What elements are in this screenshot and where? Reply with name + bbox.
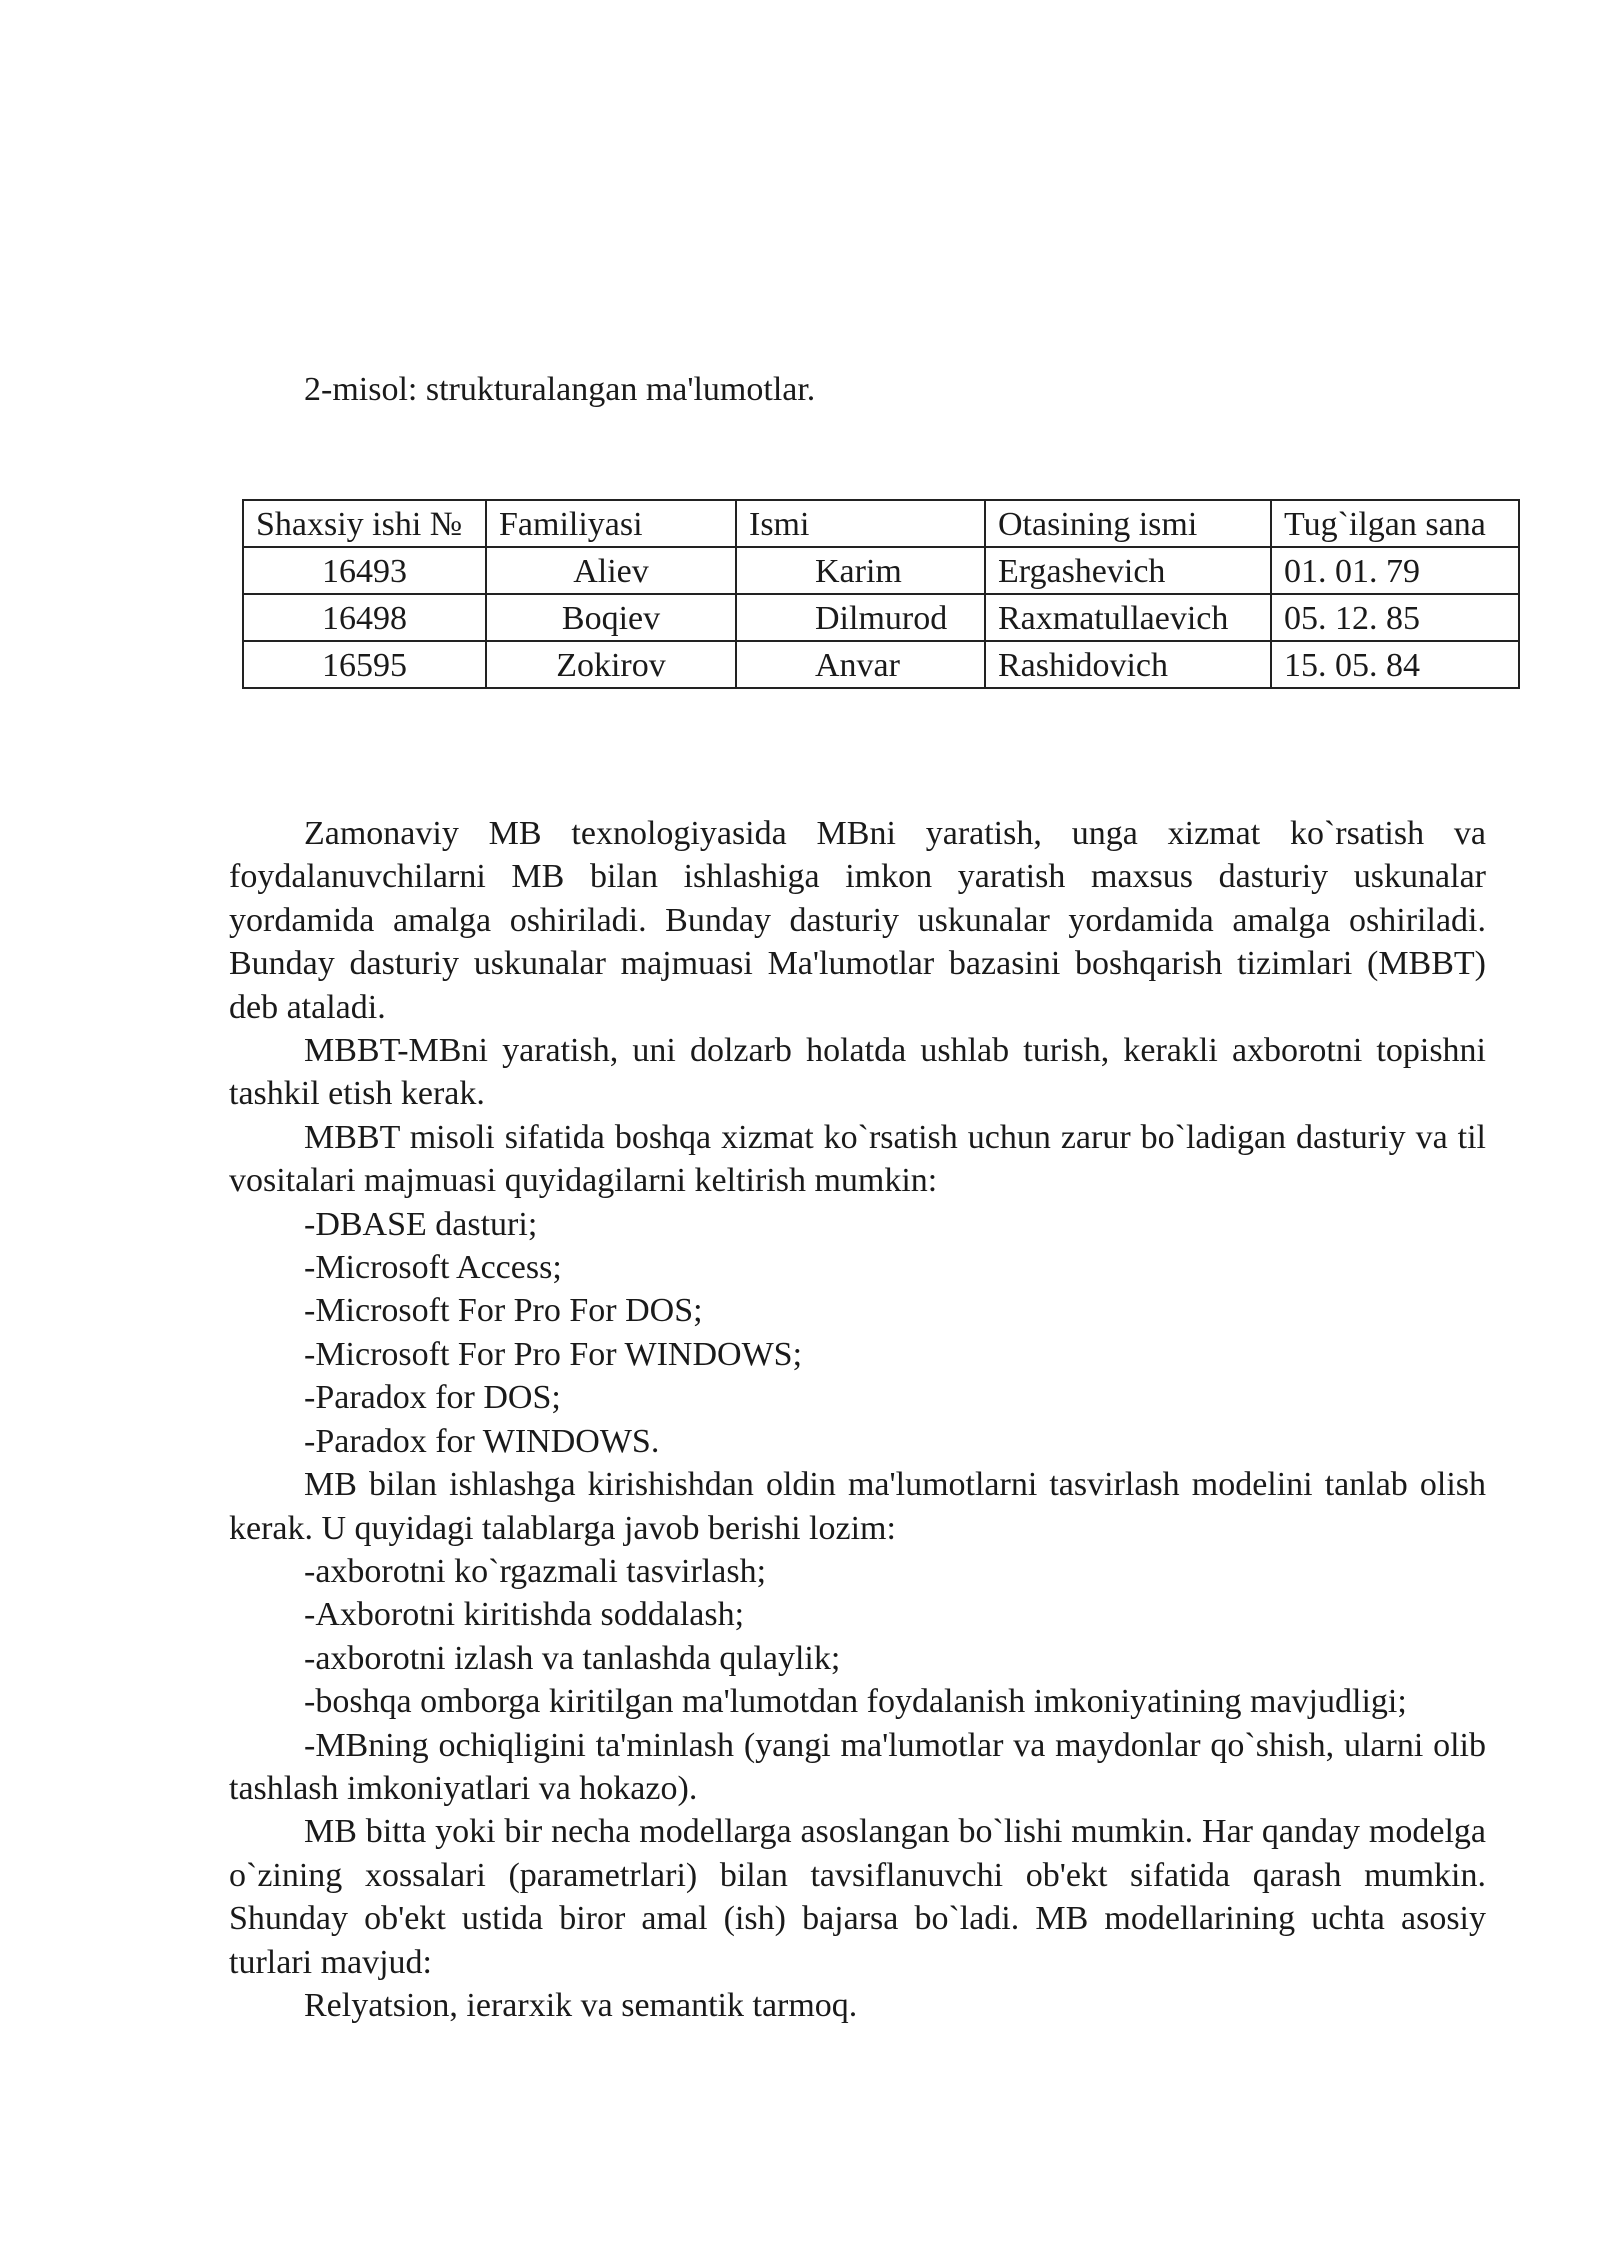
paragraph-model-types: Relyatsion, ierarxik va semantik tarmoq. — [304, 1986, 858, 2024]
cell-patronymic: Rashidovich — [985, 641, 1271, 688]
header-id: Shaxsiy ishi № — [243, 500, 486, 547]
cell-patronymic: Ergashevich — [985, 547, 1271, 594]
cell-name: Dilmurod — [736, 594, 985, 641]
list-item: -Microsoft For Pro For DOS; — [304, 1292, 703, 1330]
cell-birthdate: 05. 12. 85 — [1271, 594, 1519, 641]
personnel-table — [242, 499, 1520, 689]
table-row — [243, 547, 1519, 594]
table-row — [243, 641, 1519, 688]
list-item: -Paradox for WINDOWS. — [304, 1422, 660, 1460]
cell-birthdate: 15. 05. 84 — [1271, 641, 1519, 688]
list-item: -MBning ochiqligini ta'minlash (yangi ma'lumotlar va maydonlar qo`shish, ularni olib tashlash imkoniyatlari va hokazo). — [229, 1726, 1486, 1807]
cell-id: 16595 — [243, 641, 486, 688]
header-patronymic: Otasining ismi — [985, 500, 1271, 547]
table-header-row — [243, 500, 1519, 547]
paragraph-model-choice: MB bilan ishlashga kirishishdan oldin ma'lumotlarni tasvirlash modelini tanlab olish kerak. U quyidagi talablarga javob berishi lozim: — [229, 1466, 1486, 1547]
list-item: -Microsoft For Pro For WINDOWS; — [304, 1335, 803, 1373]
paragraph-models: MB bitta yoki bir necha modellarga asoslangan bo`lishi mumkin. Har qanday modelga o`zining xossalari (parametrlari) bilan tavsiflanuvchi ob'ekt sifatida qarash mumkin. Shunday ob'ekt ustida biror amal (ish) bajarsa bo`ladi. MB modellarining uchta asosiy turlari mavjud: — [229, 1813, 1486, 1981]
header-surname: Familiyasi — [486, 500, 736, 547]
example-heading: 2-misol: strukturalangan ma'lumotlar. — [304, 371, 816, 408]
body-text — [229, 812, 1486, 2027]
list-item: -Microsoft Access; — [304, 1249, 562, 1287]
cell-patronymic: Raxmatullaevich — [985, 594, 1271, 641]
paragraph-intro: Zamonaviy MB texnologiyasida MBni yaratish, unga xizmat ko`rsatish va foydalanuvchilarni MB bilan ishlashiga imkon yaratish maxsus dasturiy uskunalar yordamida amalga oshiriladi. Bunday dasturiy uskunalar yordamida amalga oshiriladi. Bunday dasturiy uskunalar majmuasi Ma'lumotlar bazasini boshqarish tizimlari (MBBT) deb ataladi. — [229, 815, 1486, 1026]
cell-surname: Boqiev — [486, 594, 736, 641]
list-item: -Paradox for DOS; — [304, 1379, 561, 1417]
list-item: -Axborotni kiritishda soddalash; — [304, 1596, 745, 1634]
paragraph-mbbt-examples: MBBT misoli sifatida boshqa xizmat ko`rsatish uchun zarur bo`ladigan dasturiy va til vositalari majmuasi quyidagilarni keltirish mumkin: — [229, 1118, 1486, 1200]
cell-id: 16498 — [243, 594, 486, 641]
cell-surname: Zokirov — [486, 641, 736, 688]
paragraph-mbbt-definition: MBBT-MBni yaratish, uni dolzarb holatda ushlab turish, kerakli axborotni topishni tashkil etish kerak. — [229, 1032, 1486, 1113]
list-item: -DBASE dasturi; — [304, 1205, 538, 1243]
cell-name: Anvar — [736, 641, 985, 688]
table-row — [243, 594, 1519, 641]
cell-surname: Aliev — [486, 547, 736, 594]
list-item: -axborotni ko`rgazmali tasvirlash; — [304, 1552, 767, 1590]
header-name: Ismi — [736, 500, 985, 547]
cell-id: 16493 — [243, 547, 486, 594]
list-item: -axborotni izlash va tanlashda qulaylik; — [304, 1639, 841, 1677]
cell-name: Karim — [736, 547, 985, 594]
header-birthdate: Tug`ilgan sana — [1271, 500, 1519, 547]
cell-birthdate: 01. 01. 79 — [1271, 547, 1519, 594]
list-item: -boshqa omborga kiritilgan ma'lumotdan foydalanish imkoniyatining mavjudligi; — [304, 1683, 1407, 1721]
